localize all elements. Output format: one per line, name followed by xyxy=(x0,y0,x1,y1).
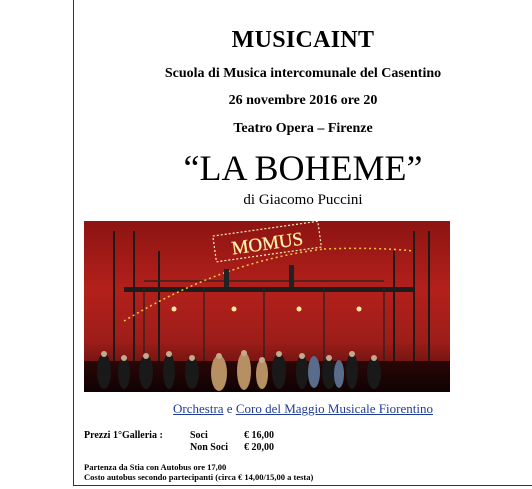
school-name: Scuola di Musica intercomunale del Casentino xyxy=(164,66,442,81)
poster-sheet xyxy=(73,0,532,486)
price-value-non-members: € 20,00 xyxy=(244,442,274,453)
stage-scene-illustration xyxy=(84,221,450,392)
momus-sign-text: MOMUS xyxy=(230,228,305,260)
prices-label: Prezzi 1°Galleria : xyxy=(84,430,163,441)
event-venue: Teatro Opera – Firenze xyxy=(233,121,373,136)
stage-photo xyxy=(84,221,450,392)
credits-conjunction: e xyxy=(226,401,233,416)
orchestra-link[interactable]: Orchestra xyxy=(173,401,224,416)
bus-cost-note: Costo autobus secondo partecipanti (circa € 14,00/15,00 a testa) xyxy=(84,472,314,482)
choir-link[interactable]: Coro del Maggio Musicale Fiorentino xyxy=(235,401,433,416)
price-category-non-members: Non Soci xyxy=(190,442,229,453)
composer-name: di Giacomo Puccini xyxy=(243,192,363,208)
opera-title: “LA BOHEME” xyxy=(183,148,423,188)
event-date: 26 novembre 2016 ore 20 xyxy=(228,93,378,108)
price-value-members: € 16,00 xyxy=(244,430,274,441)
performers-credits xyxy=(74,401,532,417)
price-category-members: Soci xyxy=(190,430,208,441)
organization-name: MUSICAINT xyxy=(231,27,375,53)
bus-departure-note: Partenza da Stia con Autobus ore 17,00 xyxy=(84,462,227,472)
